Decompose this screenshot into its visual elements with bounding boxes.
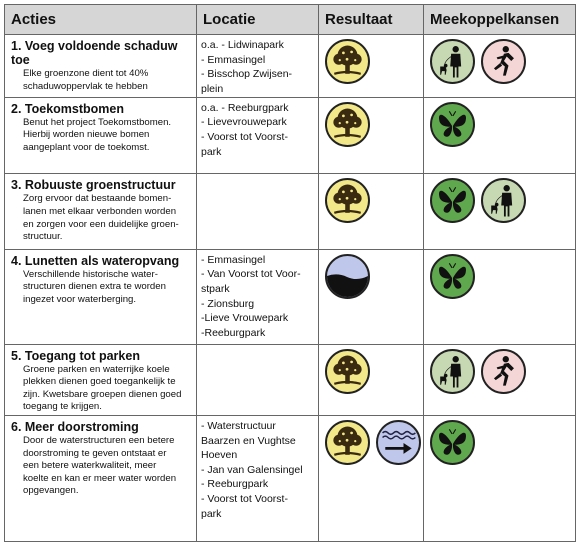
table-row — [5, 416, 576, 542]
action-title: 6. Meer doorstroming — [11, 420, 139, 435]
opportunity-cell — [424, 97, 576, 174]
water-flow-icon — [376, 420, 421, 465]
water-level-icon — [325, 254, 370, 299]
location-cell — [197, 35, 319, 98]
action-title: 1. Voeg voldoende schaduw toe — [11, 39, 178, 67]
location-line: stpark — [201, 283, 230, 296]
header-row — [5, 5, 576, 35]
location-line: - Emmasingel — [201, 53, 266, 66]
location-line: - Waterstructuur — [201, 420, 276, 433]
location-cell — [197, 416, 319, 542]
result-cell — [319, 97, 424, 174]
tree-icon — [325, 102, 370, 147]
location-line: park — [201, 145, 222, 158]
person-dog-icon — [430, 349, 475, 394]
description-line: Benut het project Toekomstbomen. — [23, 116, 172, 128]
butterfly-icon — [430, 178, 475, 223]
location-line: - Bisschop Zwijsen- — [201, 68, 293, 81]
action-title: 4. Lunetten als wateropvang — [11, 253, 180, 268]
table-row — [5, 249, 576, 344]
action-description — [23, 117, 192, 155]
header-meekoppelkansen: Meekoppelkansen — [424, 5, 576, 35]
description-line: zijn. Kwetsbare groepen dienen goed — [23, 388, 182, 400]
action-cell — [5, 416, 197, 542]
tree-icon — [325, 420, 370, 465]
description-line: structuur. — [23, 231, 63, 243]
result-cell — [319, 344, 424, 416]
action-cell — [5, 97, 197, 174]
opportunity-cell — [424, 174, 576, 250]
description-line: schaduwoppervlak te hebben — [23, 80, 148, 92]
description-line: Zorg ervoor dat bestaande bomen- — [23, 193, 172, 205]
description-line: Verschillende historische water- — [23, 268, 158, 280]
description-line: lanen met elkaar verbonden worden — [23, 205, 177, 217]
location-line: - Emmasingel — [201, 253, 266, 266]
description-line: plekken dienen goed toegankelijk te — [23, 376, 176, 388]
person-dog-icon — [481, 178, 526, 223]
table-row — [5, 344, 576, 416]
location-line: - Reeburgpark — [201, 478, 269, 491]
result-cell — [319, 249, 424, 344]
butterfly-icon — [430, 420, 475, 465]
action-description — [23, 68, 192, 93]
tree-icon — [325, 178, 370, 223]
action-cell — [5, 344, 197, 416]
tree-icon — [325, 39, 370, 84]
description-line: Door de waterstructuren een betere — [23, 435, 175, 447]
description-line: ingezet voor waterberging. — [23, 294, 137, 306]
location-line: - Jan van Galensingel — [201, 463, 303, 476]
action-title: 5. Toegang tot parken — [11, 348, 140, 363]
opportunity-cell — [424, 344, 576, 416]
location-cell — [197, 174, 319, 250]
location-line: plein — [201, 82, 224, 95]
description-line: doorstroming te geven ontstaat er — [23, 447, 167, 459]
location-line: o.a. - Lidwinapark — [201, 39, 284, 51]
location-line: - Lievevrouwepark — [201, 116, 287, 129]
action-description — [23, 269, 192, 307]
location-line: Baarzen en Vughtse — [201, 434, 296, 447]
action-description — [23, 364, 192, 414]
table-row — [5, 97, 576, 174]
action-title: 2. Toekomstbomen — [11, 101, 124, 116]
opportunity-cell — [424, 416, 576, 542]
description-line: Hierbij worden nieuwe bomen — [23, 129, 150, 141]
location-cell — [197, 344, 319, 416]
location-line: -Lieve Vrouwepark — [201, 312, 289, 325]
location-line: - Voorst tot Voorst- — [201, 493, 288, 506]
result-cell — [319, 35, 424, 98]
location-cell — [197, 249, 319, 344]
action-cell — [5, 174, 197, 250]
location-line: - Zionsburg — [201, 297, 255, 310]
opportunity-cell — [424, 249, 576, 344]
action-cell — [5, 249, 197, 344]
runner-icon — [481, 349, 526, 394]
actions-table — [4, 4, 576, 542]
description-line: aangeplant voor de toekomst. — [23, 142, 150, 153]
location-line: Hoeven — [201, 449, 238, 462]
location-line: park — [201, 507, 222, 520]
location-line: - Van Voorst tot Voor- — [201, 268, 301, 281]
result-cell — [319, 416, 424, 542]
location-line: - Voorst tot Voorst- — [201, 131, 288, 143]
butterfly-icon — [430, 102, 475, 147]
opportunity-cell — [424, 35, 576, 98]
location-cell — [197, 97, 319, 174]
table-row — [5, 35, 576, 98]
tree-icon — [325, 349, 370, 394]
description-line: Groene parken en waterrijke koele — [23, 363, 170, 375]
location-line: -Reeburgpark — [201, 326, 266, 339]
action-cell — [5, 35, 197, 98]
description-line: structuren dienen extra te worden — [23, 281, 166, 293]
runner-icon — [481, 39, 526, 84]
location-line: o.a. - Reeburgpark — [201, 101, 289, 114]
header-resultaat: Resultaat — [319, 5, 424, 35]
description-line: opgevangen. — [23, 485, 79, 497]
description-line: koelte en kan er meer water worden — [23, 472, 177, 484]
description-line: een betere waterkwaliteit, meer — [23, 460, 157, 472]
butterfly-icon — [430, 254, 475, 299]
description-line: toegang te krijgen. — [23, 401, 102, 413]
table-row — [5, 174, 576, 250]
action-title: 3. Robuuste groenstructuur — [11, 178, 176, 193]
person-dog-icon — [430, 39, 475, 84]
action-description — [23, 435, 192, 498]
result-cell — [319, 174, 424, 250]
action-description — [23, 193, 192, 243]
description-line: en zorgen voor een duidelijke groen- — [23, 218, 179, 230]
description-line: Elke groenzone dient tot 40% — [23, 68, 149, 79]
header-acties: Acties — [5, 5, 197, 35]
header-locatie: Locatie — [197, 5, 319, 35]
